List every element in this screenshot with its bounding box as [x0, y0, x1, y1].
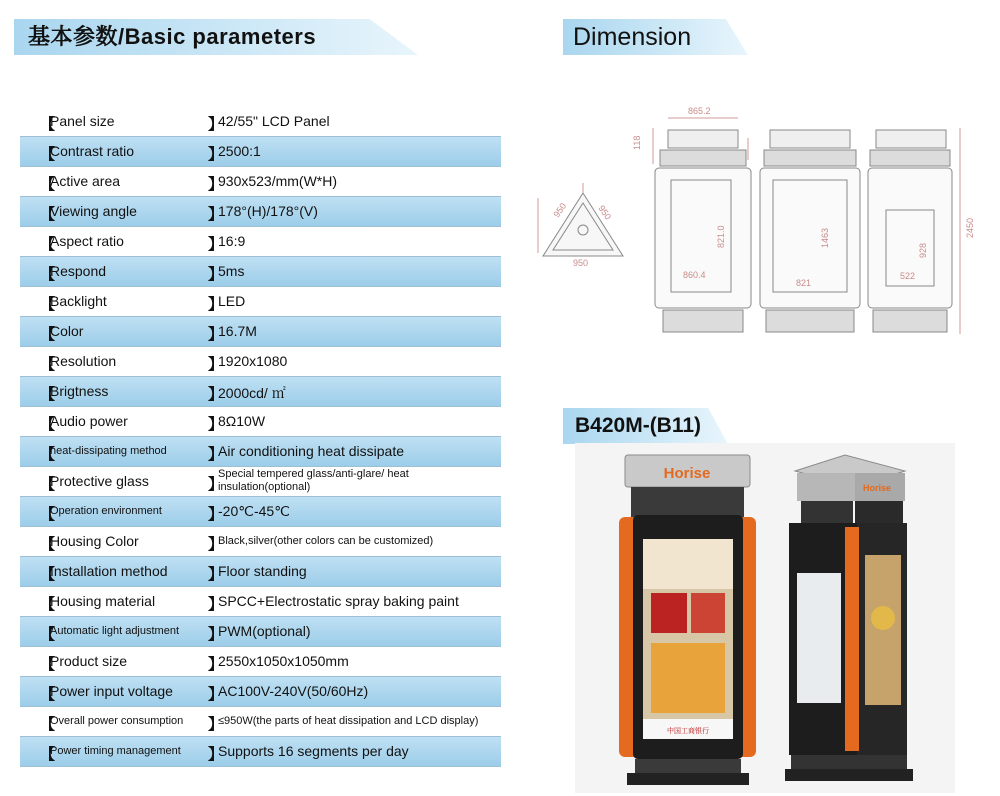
- table-row: [20, 467, 501, 497]
- param-name: Color: [50, 323, 84, 339]
- param-value: 2550x1050x1050mm: [218, 653, 349, 669]
- param-name: Panel size: [50, 113, 115, 129]
- param-value: Supports 16 segments per day: [218, 743, 409, 759]
- dim-label: 865.2: [688, 106, 711, 116]
- param-name: Brigtness: [50, 383, 109, 399]
- right-bracket: 】: [208, 686, 224, 703]
- table-row: [20, 317, 501, 347]
- right-bracket: 】: [208, 326, 224, 343]
- param-value: 178°(H)/178°(V): [218, 203, 318, 219]
- right-view: [868, 128, 960, 334]
- triangle-top-view: [538, 183, 623, 256]
- dim-label: 821: [796, 278, 812, 288]
- left-bracket: 【: [40, 596, 56, 613]
- left-bracket: 【: [40, 326, 56, 343]
- table-row: [20, 737, 501, 767]
- dim-label: 950: [551, 201, 569, 220]
- param-name: Backlight: [50, 293, 107, 309]
- left-bracket: 【: [40, 176, 56, 193]
- table-row: [20, 497, 501, 527]
- right-bracket: 】: [208, 116, 224, 133]
- dim-label: 118: [632, 135, 642, 150]
- right-bracket: 】: [208, 206, 224, 223]
- left-bracket: 【: [40, 446, 56, 463]
- product-photo: [575, 443, 955, 793]
- param-name: Aspect ratio: [50, 233, 124, 249]
- table-row: [20, 707, 501, 737]
- param-name: Contrast ratio: [50, 143, 135, 159]
- right-bracket: 】: [208, 596, 224, 613]
- table-row: [20, 377, 501, 407]
- table-row: [20, 557, 501, 587]
- param-value: Floor standing: [218, 563, 307, 579]
- left-bracket: 【: [40, 146, 56, 163]
- dim-label: 928: [918, 242, 928, 258]
- param-value: LED: [218, 293, 246, 309]
- right-bracket: 】: [208, 296, 224, 313]
- param-value: Black,silver(other colors can be customized): [218, 535, 434, 547]
- param-name: heat-dissipating method: [50, 445, 167, 457]
- param-value: ≤950W(the parts of heat dissipation and LCD display): [218, 715, 479, 727]
- table-row: [20, 137, 501, 167]
- left-bracket: 【: [40, 416, 56, 433]
- right-bracket: 】: [208, 236, 224, 253]
- right-sign-text: Horise: [862, 483, 892, 493]
- right-bracket: 】: [208, 476, 224, 493]
- left-bracket: 【: [40, 506, 56, 523]
- right-bracket: 】: [208, 536, 224, 553]
- table-row: [20, 167, 501, 197]
- param-name: Resolution: [50, 353, 117, 369]
- right-bracket: 】: [208, 716, 224, 733]
- left-bracket: 【: [40, 356, 56, 373]
- dim-label: 950: [596, 203, 614, 222]
- dimension-title: Dimension: [573, 23, 692, 51]
- parameter-table: [20, 107, 501, 767]
- table-row: [20, 647, 501, 677]
- param-value: Air conditioning heat dissipate: [218, 443, 405, 459]
- left-bracket: 【: [40, 626, 56, 643]
- param-value: 16:9: [218, 233, 246, 249]
- left-bracket: 【: [40, 716, 56, 733]
- dim-label: 950: [573, 258, 589, 268]
- right-bracket: 】: [208, 266, 224, 283]
- side-view: [760, 130, 860, 332]
- param-name: Product size: [50, 653, 128, 669]
- right-bracket: 】: [208, 416, 224, 433]
- front-view: [653, 118, 751, 332]
- param-name: Protective glass: [50, 473, 149, 489]
- param-value: -20℃-45℃: [218, 503, 290, 519]
- side-cabinet: [785, 455, 913, 781]
- param-value: 8Ω10W: [218, 413, 266, 429]
- param-name: Operation environment: [50, 505, 162, 517]
- top-sign-text: Horise: [663, 465, 711, 482]
- param-name: Audio power: [50, 413, 128, 429]
- left-bracket: 【: [40, 116, 56, 133]
- param-value: 42/55" LCD Panel: [218, 113, 330, 129]
- screen-bank-text: 中国工商银行: [667, 727, 709, 735]
- left-bracket: 【: [40, 746, 56, 763]
- param-value: PWM(optional): [218, 623, 311, 639]
- table-row: [20, 197, 501, 227]
- model-header: [563, 408, 728, 444]
- right-bracket: 】: [208, 386, 224, 403]
- param-name: Respond: [50, 263, 107, 279]
- table-row: [20, 527, 501, 557]
- table-row: [20, 287, 501, 317]
- table-row: [20, 677, 501, 707]
- param-name: Housing Color: [50, 533, 139, 549]
- left-bracket: 【: [40, 566, 56, 583]
- right-bracket: 】: [208, 506, 224, 523]
- left-bracket: 【: [40, 686, 56, 703]
- right-bracket: 】: [208, 626, 224, 643]
- right-bracket: 】: [208, 356, 224, 373]
- table-row: [20, 107, 501, 137]
- dim-label: 2450: [965, 217, 975, 238]
- param-name: Automatic light adjustment: [50, 625, 180, 637]
- dim-label: 860.4: [683, 270, 706, 280]
- dim-label: 821.0: [716, 225, 726, 248]
- basic-parameters-header: [14, 19, 418, 55]
- right-bracket: 】: [208, 446, 224, 463]
- param-name: Power timing management: [50, 745, 181, 757]
- param-value: SPCC+Electrostatic spray baking paint: [218, 593, 459, 609]
- right-bracket: 】: [208, 746, 224, 763]
- left-bracket: 【: [40, 656, 56, 673]
- model-title: B420M-(B11): [575, 414, 702, 437]
- table-row: [20, 407, 501, 437]
- dimension-header: [563, 19, 748, 55]
- left-bracket: 【: [40, 536, 56, 553]
- left-bracket: 【: [40, 236, 56, 253]
- table-row: [20, 587, 501, 617]
- table-row: [20, 347, 501, 377]
- right-bracket: 】: [208, 146, 224, 163]
- left-bracket: 【: [40, 476, 56, 493]
- param-name: Viewing angle: [50, 203, 137, 219]
- left-bracket: 【: [40, 386, 56, 403]
- dimension-drawing: [528, 98, 980, 348]
- right-bracket: 】: [208, 656, 224, 673]
- param-value: 1920x1080: [218, 353, 288, 369]
- param-name: Power input voltage: [50, 683, 173, 699]
- table-row: [20, 617, 501, 647]
- table-row: [20, 257, 501, 287]
- front-cabinet: [619, 455, 756, 785]
- param-value: AC100V-240V(50/60Hz): [218, 683, 369, 699]
- basic-parameters-title: 基本参数/Basic parameters: [28, 24, 317, 49]
- param-value: Special tempered glass/anti-glare/ heat insulation(optional): [218, 468, 409, 493]
- dim-label: 522: [900, 271, 916, 281]
- left-bracket: 【: [40, 206, 56, 223]
- right-bracket: 】: [208, 176, 224, 193]
- left-bracket: 【: [40, 296, 56, 313]
- right-bracket: 】: [208, 566, 224, 583]
- left-bracket: 【: [40, 266, 56, 283]
- param-value: 930x523/mm(W*H): [218, 173, 338, 189]
- param-value: 16.7M: [218, 323, 257, 339]
- param-value: 2500:1: [218, 143, 261, 159]
- param-value: 5ms: [218, 263, 245, 279]
- dim-label: 1463: [820, 227, 830, 248]
- table-row: [20, 227, 501, 257]
- param-value: 2000cd/ ㎡: [218, 385, 286, 401]
- param-name: Overall power consumption: [50, 715, 184, 727]
- param-name: Housing material: [50, 593, 156, 609]
- param-name: Installation method: [50, 563, 168, 579]
- table-row: [20, 437, 501, 467]
- param-name: Active area: [50, 173, 121, 189]
